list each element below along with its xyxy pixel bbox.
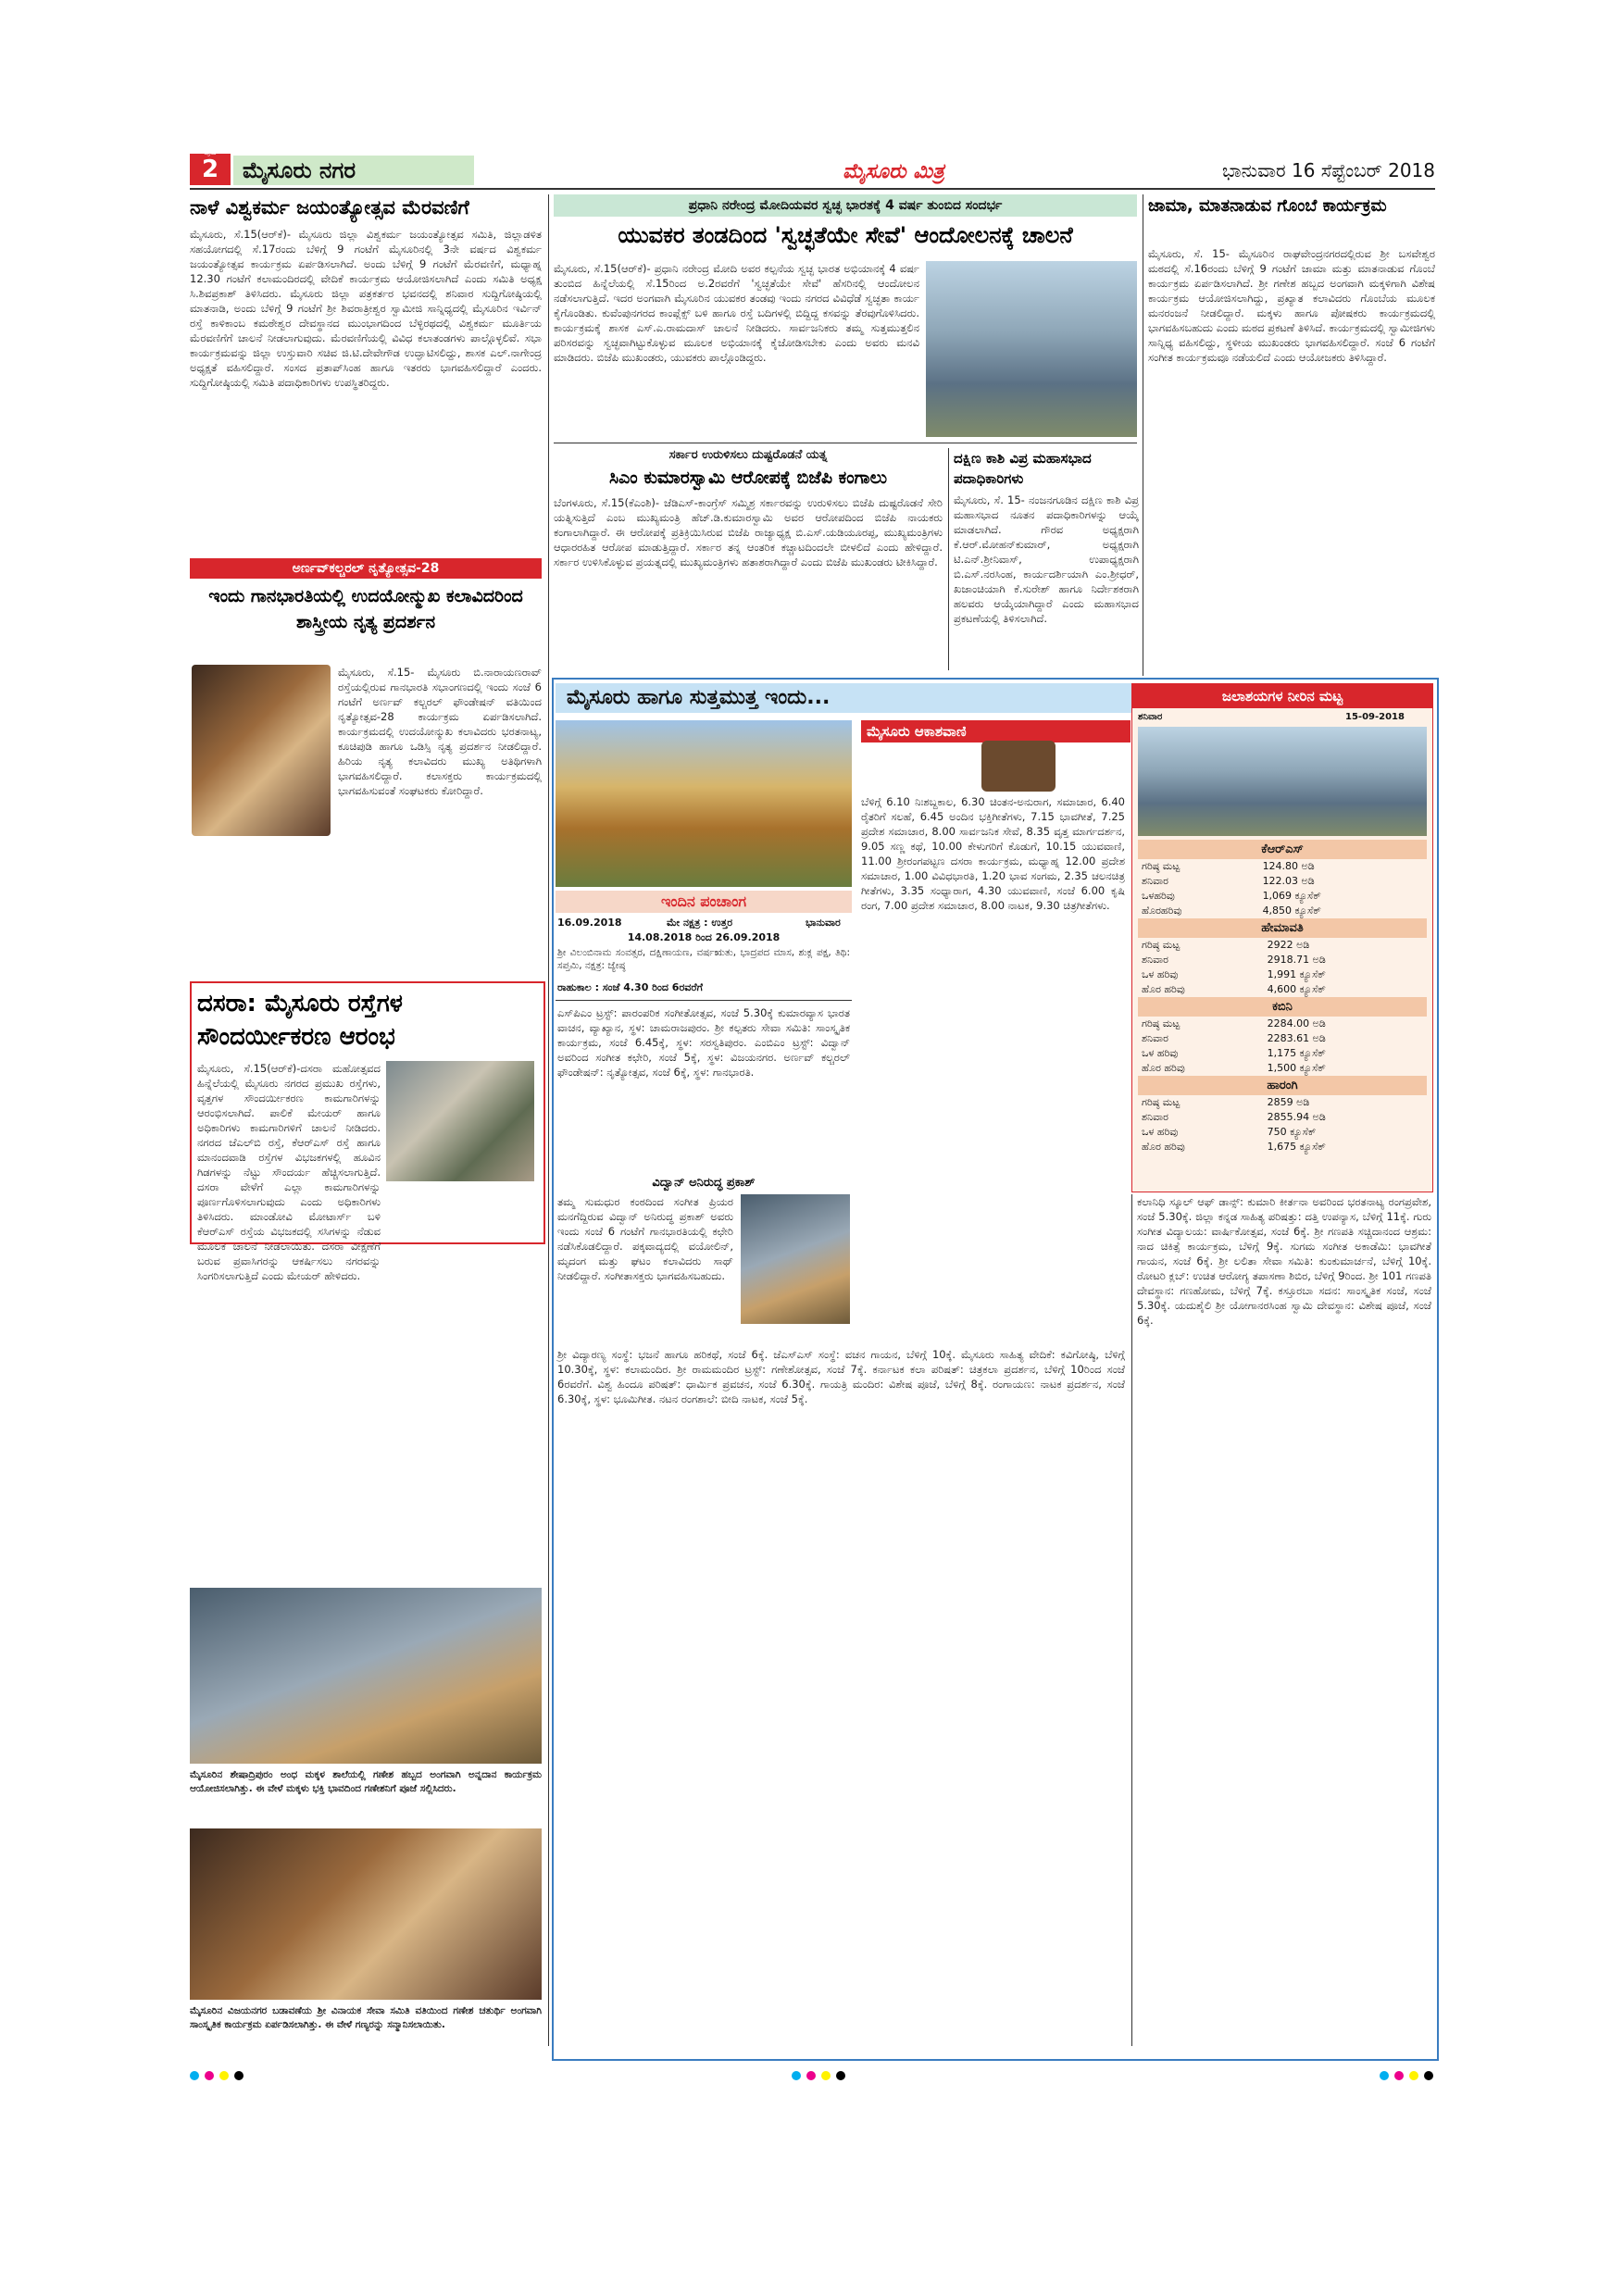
- dam-row-label: ಗರಿಷ್ಠ ಮಟ್ಟ: [1142, 860, 1181, 872]
- dam-photo: [1138, 727, 1427, 836]
- dam-row-value: 4,850 ಕ್ಯೂಸೆಕ್: [1262, 905, 1321, 917]
- bjp-headline: ಸಿಎಂ ಕುಮಾರಸ್ವಾಮಿ ಆರೋಪಕ್ಕೆ ಬಿಜೆಪಿ ಕಂಗಾಲು: [609, 468, 887, 488]
- panchanga-title: ಇಂದಿನ ಪಂಚಾಂಗ: [556, 891, 852, 913]
- cleanliness-body: ಮೈಸೂರು, ಸೆ.15(ಆರ್‌ಕೆ)- ಪ್ರಧಾನಿ ನರೇಂದ್ರ ಮೋದಿ ಅವರ ಕಲ್ಪನೆಯ ಸ್ವಚ್ಛ ಭಾರತ ಅಭಿಯಾನಕ್ಕೆ 4 ವರ್ಷ ತುಂಬಿದ ಹಿನ್ನೆಲೆಯಲ್ಲಿ ಸೆ.15ರಿಂದ ಅ.2ರವರೆಗೆ 'ಸ್ವಚ್ಛತೆಯೇ ಸೇವೆ' ಹೆಸರಿನಲ್ಲಿ ಆಂದೋಲನ ನಡೆಸಲಾಗುತ್ತಿದೆ. ಇದರ ಅಂಗವಾಗಿ ಮೈಸೂರಿನ ಯುವಕರ ತಂಡವು ಇಂದು ನಗರದ ವಿವಿಧೆಡೆ ಸ್ವಚ್ಛತಾ ಕಾರ್ಯ ಕೈಗೊಂಡಿತು. ಕುವೆಂಪುನಗರದ ಕಾಂಪ್ಲೆಕ್ಸ್ ಬಳಿ ಹಾಗೂ ರಸ್ತೆ ಬದಿಗಳಲ್ಲಿ ಬಿದ್ದಿದ್ದ ಕಸವನ್ನು ತೆರವುಗೊಳಿಸಿದರು. ಕಾರ್ಯಕ್ರಮಕ್ಕೆ ಶಾಸಕ ಎಸ್.ಎ.ರಾಮದಾಸ್ ಚಾಲನೆ ನೀಡಿದರು. ಸಾರ್ವಜನಿಕರು ತಮ್ಮ ಸುತ್ತಮುತ್ತಲಿನ ಪರಿಸರವನ್ನು ಸ್ವಚ್ಛವಾಗಿಟ್ಟುಕೊಳ್ಳುವ ಮೂಲಕ ಅಭಿಯಾನಕ್ಕೆ ಕೈಜೋಡಿಸಬೇಕು ಎಂದು ಅವರು ಮನವಿ ಮಾಡಿದರು. ಬಿಜೆಪಿ ಮುಖಂಡರು, ಯುವಕರು ಪಾಲ್ಗೊಂಡಿದ್ದರು.: [554, 262, 919, 364]
- photo-caption-2: ಮೈಸೂರಿನ ವಿಜಯನಗರ ಬಡಾವಣೆಯ ಶ್ರೀ ವಿನಾಯಕ ಸೇವಾ ಸಮಿತಿ ವತಿಯಿಂದ ಗಣೇಶ ಚತುರ್ಥಿ ಅಂಗವಾಗಿ ಸಾಂಸ್ಕೃತಿಕ ಕಾರ್ಯಕ್ರಮ ಏರ್ಪಡಿಸಲಾಗಿತ್ತು. ಈ ವೇಳೆ ಗಣ್ಯರನ್ನು ಸನ್ಮಾನಿಸಲಾಯಿತು.: [190, 2005, 542, 2030]
- dam-row-label: ಗರಿಷ್ಠ ಮಟ್ಟ: [1142, 939, 1181, 951]
- dam-harangi: [1138, 1076, 1427, 1154]
- dam-hemavathi: [1138, 918, 1427, 997]
- cleanliness-kicker: ಪ್ರಧಾನಿ ನರೇಂದ್ರ ಮೋದಿಯವರ ಸ್ವಚ್ಛ ಭಾರತಕ್ಕೆ 4 ವರ್ಷ ತುಂಬಿದ ಸಂದರ್ಭ: [554, 194, 1137, 217]
- listings-middle: ಶ್ರೀ ವಿದ್ಯಾರಣ್ಯ ಸಂಸ್ಥೆ: ಭಜನೆ ಹಾಗೂ ಹರಿಕಥೆ, ಸಂಜೆ 6ಕ್ಕೆ. ಜೆಎಸ್‌ಎಸ್ ಸಂಸ್ಥೆ: ವಚನ ಗಾಯನ, ಬೆಳಿಗ್ಗೆ 10ಕ್ಕೆ. ಮೈಸೂರು ಸಾಹಿತ್ಯ ವೇದಿಕೆ: ಕವಿಗೋಷ್ಠಿ, ಬೆಳಿಗ್ಗೆ 10.30ಕ್ಕೆ, ಸ್ಥಳ: ಕಲಾಮಂದಿರ. ಶ್ರೀ ರಾಮಮಂದಿರ ಟ್ರಸ್ಟ್: ಗಣೇಶೋತ್ಸವ, ಸಂಜೆ 7ಕ್ಕೆ. ಕರ್ನಾಟಕ ಕಲಾ ಪರಿಷತ್: ಚಿತ್ರಕಲಾ ಪ್ರದರ್ಶನ, ಬೆಳಿಗ್ಗೆ 10ರಿಂದ ಸಂಜೆ 6ರವರೆಗೆ. ವಿಶ್ವ ಹಿಂದೂ ಪರಿಷತ್: ಧಾರ್ಮಿಕ ಪ್ರವಚನ, ಸಂಜೆ 6.30ಕ್ಕೆ. ಗಾಯತ್ರಿ ಮಂದಿರ: ವಿಶೇಷ ಪೂಜೆ, ಬೆಳಿಗ್ಗೆ 8ಕ್ಕೆ. ರಂಗಾಯಣ: ನಾಟಕ ಪ್ರದರ್ಶನ, ಸಂಜೆ 6.30ಕ್ಕೆ, ಸ್ಥಳ: ಭೂಮಿಗೀತ. ನಟನ ರಂಗಶಾಲೆ: ಬೀದಿ ನಾಟಕ, ಸಂಜೆ 5ಕ್ಕೆ.: [557, 1348, 1125, 1405]
- story2-headline: ಇಂದು ಗಾನಭಾರತಿಯಲ್ಲಿ ಉದಯೋನ್ಮುಖ ಕಲಾವಿದರಿಂದ ಶಾಸ್ತ್ರೀಯ ನೃತ್ಯ ಪ್ರದರ್ಶನ: [208, 586, 523, 632]
- blind-school-photo: [190, 1588, 542, 1764]
- dam-row-value: 2855.94 ಅಡಿ: [1267, 1111, 1326, 1123]
- newspaper-logo: ಮೈಸೂರು ಮಿತ್ರ: [843, 159, 944, 183]
- dam-row-label: ಶನಿವಾರ: [1142, 1111, 1168, 1123]
- dam-row-value: 124.80 ಅಡಿ: [1262, 860, 1315, 872]
- panchanga-body: ಶ್ರೀ ವಿಲಂಬಿನಾಮ ಸಂವತ್ಸರ, ದಕ್ಷಿಣಾಯಣ, ವರ್ಷಋತು, ಭಾದ್ರಪದ ಮಾಸ, ಶುಕ್ಲ ಪಕ್ಷ, ತಿಥಿ: ಸಪ್ತಮಿ, ನಕ್ಷತ್ರ: ಜ್ಯೇಷ್ಠ: [557, 947, 850, 971]
- reservoir-box: [1131, 683, 1433, 1192]
- column-rule-1: [548, 194, 549, 2046]
- singer-photo: [741, 1194, 850, 1324]
- page-label: ಪುಟ: [204, 148, 217, 157]
- dam-row-value: 1,175 ಕ್ಯೂಸೆಕ್: [1267, 1047, 1326, 1059]
- dam-kabini: [1138, 997, 1427, 1076]
- dam-row-label: ಶನಿವಾರ: [1142, 954, 1168, 966]
- kashi-headline: ದಕ್ಷಿಣ ಕಾಶಿ ವಿಪ್ರ ಮಹಾಸಭಾದ ಪದಾಧಿಕಾರಿಗಳು: [954, 450, 1092, 487]
- dam-row-value: 1,500 ಕ್ಯೂಸೆಕ್: [1267, 1062, 1326, 1074]
- dam-row-label: ಹೊರಹರಿವು: [1142, 905, 1182, 917]
- reservoir-day: ಶನಿವಾರ: [1138, 712, 1163, 722]
- story3-headline: ದಸರಾ: ಮೈಸೂರು ರಸ್ತೆಗಳ ಸೌಂದರ್ಯೀಕರಣ ಆರಂಭ: [197, 990, 403, 1051]
- reservoir-title: ಜಲಾಶಯಗಳ ನೀರಿನ ಮಟ್ಟ: [1132, 684, 1432, 708]
- dam-row-value: 1,069 ಕ್ಯೂಸೆಕ್: [1262, 890, 1321, 902]
- dam-krs: [1138, 840, 1427, 918]
- dam-row-label: ಶನಿವಾರ: [1142, 1032, 1168, 1044]
- dam-row-label: ಹೊರ ಹರಿವು: [1142, 983, 1185, 995]
- felicitation-photo: [190, 1828, 542, 2000]
- dam-row-value: 750 ಕ್ಯೂಸೆಕ್: [1267, 1126, 1317, 1138]
- registration-marks-left: [190, 2066, 249, 2084]
- dam-row-label: ಒಳ ಹರಿವು: [1142, 1126, 1179, 1138]
- dam-row-value: 2284.00 ಅಡಿ: [1267, 1017, 1326, 1029]
- dancers-photo: [192, 665, 331, 836]
- dam-row-label: ಒಳಹರಿವು: [1142, 890, 1175, 902]
- mysore-palace-photo: [556, 720, 852, 887]
- panchanga-nakshatra: ಮೇ ನಕ್ಷತ್ರ : ಉತ್ತರ: [667, 917, 733, 929]
- dam-row-value: 1,991 ಕ್ಯೂಸೆಕ್: [1267, 968, 1326, 980]
- reservoir-date: 15-09-2018: [1345, 712, 1405, 722]
- radio-title: ಮೈಸೂರು ಆಕಾಶವಾಣಿ: [861, 720, 1131, 742]
- dam-row-label: ಶನಿವಾರ: [1142, 875, 1168, 887]
- story1-headline: ನಾಳೆ ವಿಶ್ವಕರ್ಮ ಜಯಂತ್ಯೋತ್ಸವ ಮೆರವಣಿಗೆ: [190, 196, 469, 218]
- panchanga-range: 14.08.2018 ರಿಂದ 26.09.2018: [627, 931, 781, 943]
- doll-show-headline: ಜಾಮಾ, ಮಾತನಾಡುವ ಗೊಂಬೆ ಕಾರ್ಯಕ್ರಮ: [1148, 196, 1387, 216]
- section-title: ಮೈಸೂರು ನಗರ: [233, 156, 474, 185]
- dam-name: ಕೆಆರ್‌ಎಸ್: [1138, 840, 1427, 859]
- dam-name: ಹೇಮಾವತಿ: [1138, 918, 1427, 938]
- dam-row-value: 2283.61 ಅಡಿ: [1267, 1032, 1326, 1044]
- bjp-body: ಬೆಂಗಳೂರು, ಸೆ.15(ಕೆಎಂಶಿ)- ಜೆಡಿಎಸ್-ಕಾಂಗ್ರೆಸ್ ಸಮ್ಮಿಶ್ರ ಸರ್ಕಾರವನ್ನು ಉರುಳಿಸಲು ಬಿಜೆಪಿ ದುಷ್ಟರೊಡನೆ ಸೇರಿ ಯತ್ನಿಸುತ್ತಿದೆ ಎಂಬ ಮುಖ್ಯಮಂತ್ರಿ ಹೆಚ್.ಡಿ.ಕುಮಾರಸ್ವಾಮಿ ಅವರ ಆರೋಪದಿಂದ ಬಿಜೆಪಿ ನಾಯಕರು ಕಂಗಾಲಾಗಿದ್ದಾರೆ. ಈ ಆರೋಪಕ್ಕೆ ಪ್ರತಿಕ್ರಿಯಿಸಿರುವ ಬಿಜೆಪಿ ರಾಜ್ಯಾಧ್ಯಕ್ಷ ಬಿ.ಎಸ್.ಯಡಿಯೂರಪ್ಪ, ಮುಖ್ಯಮಂತ್ರಿಗಳು ಆಧಾರರಹಿತ ಆರೋಪ ಮಾಡುತ್ತಿದ್ದಾರೆ. ಸರ್ಕಾರ ತನ್ನ ಆಂತರಿಕ ಕಚ್ಚಾಟದಿಂದಲೇ ಬೀಳಲಿದೆ ಎಂದು ಹೇಳಿದ್ದಾರೆ. ಸರ್ಕಾರ ಉಳಿಸಿಕೊಳ್ಳುವ ಪ್ರಯತ್ನದಲ್ಲಿ ಮುಖ್ಯಮಂತ್ರಿಗಳು ಹತಾಶರಾಗಿದ್ದಾರೆ ಎಂದು ಬಿಜೆಪಿ ಮುಖಂಡರು ಟೀಕಿಸಿದ್ದಾರೆ.: [554, 496, 943, 568]
- page-number: [190, 154, 231, 185]
- dam-row-label: ಒಳ ಹರಿವು: [1142, 968, 1179, 980]
- masthead-rule: [190, 188, 1435, 190]
- youth-cleaning-photo: [926, 261, 1137, 437]
- dam-row-label: ಗರಿಷ್ಠ ಮಟ್ಟ: [1142, 1017, 1181, 1029]
- rahukala: ರಾಹುಕಾಲ : ಸಂಜೆ 4.30 ರಿಂದ 6ರವರೆಗೆ: [557, 981, 703, 993]
- dam-row-label: ಗರಿಷ್ಠ ಮಟ್ಟ: [1142, 1096, 1181, 1108]
- dam-row-value: 2922 ಅಡಿ: [1267, 939, 1310, 951]
- radio-icon: [981, 741, 1056, 792]
- dam-row-value: 4,600 ಕ್ಯೂಸೆಕ್: [1267, 983, 1326, 995]
- story3-body: ಮೈಸೂರು, ಸೆ.15(ಆರ್‌ಕೆ)-ದಸರಾ ಮಹೋತ್ಸವದ ಹಿನ್ನೆಲೆಯಲ್ಲಿ ಮೈಸೂರು ನಗರದ ಪ್ರಮುಖ ರಸ್ತೆಗಳು, ವೃತ್ತಗಳ ಸೌಂದರ್ಯೀಕರಣ ಕಾಮಗಾರಿಗಳನ್ನು ಆರಂಭಿಸಲಾಗಿದೆ. ಪಾಲಿಕೆ ಮೇಯರ್ ಹಾಗೂ ಅಧಿಕಾರಿಗಳು ಕಾಮಗಾರಿಗಳಿಗೆ ಚಾಲನೆ ನೀಡಿದರು. ನಗರದ ಜೆಎಲ್‌ಬಿ ರಸ್ತೆ, ಕೆಆರ್‌ಎಸ್ ರಸ್ತೆ ಹಾಗೂ ಮಾನಂದವಾಡಿ ರಸ್ತೆಗಳ ವಿಭಜಕಗಳಲ್ಲಿ ಹೂವಿನ ಗಿಡಗಳನ್ನು ನೆಟ್ಟು ಸೌಂದರ್ಯ ಹೆಚ್ಚಿಸಲಾಗುತ್ತಿದೆ. ದಸರಾ ವೇಳೆಗೆ ಎಲ್ಲಾ ಕಾಮಗಾರಿಗಳನ್ನು ಪೂರ್ಣಗೊಳಿಸಲಾಗುವುದು ಎಂದು ಅಧಿಕಾರಿಗಳು ತಿಳಿಸಿದರು. ಮಾಂಡೋವಿ ಮೋಟಾರ್ಸ್ ಬಳಿ ಕೆಆರ್‌ಎಸ್ ರಸ್ತೆಯ ವಿಭಜಕದಲ್ಲಿ ಸಸಿಗಳನ್ನು ನೆಡುವ ಮೂಲಕ ಚಾಲನೆ ನೀಡಲಾಯಿತು. ದಸರಾ ವೀಕ್ಷಣೆಗೆ ಬರುವ ಪ್ರವಾಸಿಗರನ್ನು ಆಕರ್ಷಿಸಲು ನಗರವನ್ನು ಸಿಂಗರಿಸಲಾಗುತ್ತಿದೆ ಎಂದು ಮೇಯರ್ ಹೇಳಿದರು.: [197, 1062, 381, 1282]
- dam-row-label: ಹೊರ ಹರಿವು: [1142, 1062, 1185, 1074]
- listings-right: ಕಲಾನಿಧಿ ಸ್ಕೂಲ್ ಆಫ್ ಡಾನ್ಸ್: ಕುಮಾರಿ ಕೀರ್ತನಾ ಅವರಿಂದ ಭರತನಾಟ್ಯ ರಂಗಪ್ರವೇಶ, ಸಂಜೆ 5.30ಕ್ಕೆ. ಜಿಲ್ಲಾ ಕನ್ನಡ ಸಾಹಿತ್ಯ ಪರಿಷತ್ತು: ದತ್ತಿ ಉಪನ್ಯಾಸ, ಬೆಳಿಗ್ಗೆ 11ಕ್ಕೆ. ಗುರು ಸಂಗೀತ ವಿದ್ಯಾಲಯ: ವಾರ್ಷಿಕೋತ್ಸವ, ಸಂಜೆ 6ಕ್ಕೆ. ಶ್ರೀ ಗಣಪತಿ ಸಚ್ಚಿದಾನಂದ ಆಶ್ರಮ: ನಾದ ಚಿಕಿತ್ಸೆ ಕಾರ್ಯಕ್ರಮ, ಬೆಳಿಗ್ಗೆ 9ಕ್ಕೆ. ಸುಗಮ ಸಂಗೀತ ಅಕಾಡೆಮಿ: ಭಾವಗೀತೆ ಗಾಯನ, ಸಂಜೆ 6ಕ್ಕೆ. ಶ್ರೀ ಲಲಿತಾ ಸೇವಾ ಸಮಿತಿ: ಕುಂಕುಮಾರ್ಚನೆ, ಬೆಳಿಗ್ಗೆ 10ಕ್ಕೆ. ರೋಟರಿ ಕ್ಲಬ್: ಉಚಿತ ಆರೋಗ್ಯ ತಪಾಸಣಾ ಶಿಬಿರ, ಬೆಳಿಗ್ಗೆ 9ರಿಂದ. ಶ್ರೀ 101 ಗಣಪತಿ ದೇವಸ್ಥಾನ: ಗಣಹೋಮ, ಬೆಳಿಗ್ಗೆ 7ಕ್ಕೆ. ಕಸ್ತೂರಬಾ ಸದನ: ಸಾಂಸ್ಕೃತಿಕ ಸಂಜೆ, ಸಂಜೆ 5.30ಕ್ಕೆ. ಯದುಶೈಲಿ ಶ್ರೀ ಯೋಗಾನರಸಿಂಹ ಸ್ವಾಮಿ ದೇವಸ್ಥಾನ: ವಿಶೇಷ ಪೂಜೆ, ಸಂಜೆ 6ಕ್ಕೆ.: [1137, 1195, 1431, 1327]
- story1-body: ಮೈಸೂರು, ಸೆ.15(ಆರ್‌ಕೆ)- ಮೈಸೂರು ಜಿಲ್ಲಾ ವಿಶ್ವಕರ್ಮ ಜಯಂತ್ಯೋತ್ಸವ ಸಮಿತಿ, ಜಿಲ್ಲಾಡಳಿತ ಸಹಯೋಗದಲ್ಲಿ ಸೆ.17ರಂದು ಬೆಳಿಗ್ಗೆ 9 ಗಂಟೆಗೆ ಮೈಸೂರಿನಲ್ಲಿ 3ನೇ ವರ್ಷದ ವಿಶ್ವಕರ್ಮ ಜಯಂತ್ಯೋತ್ಸವ ಕಾರ್ಯಕ್ರಮ ಏರ್ಪಡಿಸಲಾಗಿದೆ. ಅಂದು ಬೆಳಿಗ್ಗೆ 9 ಗಂಟೆಗೆ ಮೆರವಣಿಗೆ, ಮಧ್ಯಾಹ್ನ 12.30 ಗಂಟೆಗೆ ಕಲಾಮಂದಿರದಲ್ಲಿ ವೇದಿಕೆ ಕಾರ್ಯಕ್ರಮ ಆಯೋಜಿಸಲಾಗಿದೆ ಎಂದು ಸಮಿತಿ ಅಧ್ಯಕ್ಷ ಸಿ.ಶಿವಪ್ರಕಾಶ್ ತಿಳಿಸಿದರು. ಮೈಸೂರು ಜಿಲ್ಲಾ ಪತ್ರಕರ್ತರ ಭವನದಲ್ಲಿ ಶನಿವಾರ ಸುದ್ದಿಗೋಷ್ಠಿಯಲ್ಲಿ ಮಾತನಾಡಿ, ಅಂದು ಬೆಳಿಗ್ಗೆ 9 ಗಂಟೆಗೆ ಶ್ರೀ ಶಿವರಾತ್ರೀಶ್ವರ ಸ್ವಾಮೀಜಿ ಸಾನ್ನಿಧ್ಯದಲ್ಲಿ ಮೈಸೂರಿನ ಇರ್ವಿನ್ ರಸ್ತೆ ಕಾಳಿಕಾಂಬ ಕಮಠೇಶ್ವರ ದೇವಸ್ಥಾನದ ಮುಂಭಾಗದಿಂದ ಬೆಳ್ಳಿರಥದಲ್ಲಿ ವಿಶ್ವಕರ್ಮ ಮೂರ್ತಿಯ ಮೆರವಣಿಗೆಗೆ ಚಾಲನೆ ನೀಡಲಾಗುವುದು. ಮೆರವಣಿಗೆಯಲ್ಲಿ ವಿವಿಧ ಕಲಾತಂಡಗಳು ಪಾಲ್ಗೊಳ್ಳಲಿವೆ. ಸಭಾ ಕಾರ್ಯಕ್ರಮವನ್ನು ಜಿಲ್ಲಾ ಉಸ್ತುವಾರಿ ಸಚಿವ ಜಿ.ಟಿ.ದೇವೇಗೌಡ ಉದ್ಘಾಟಿಸಲಿದ್ದು, ಶಾಸಕ ಎಲ್.ನಾಗೇಂದ್ರ ಅಧ್ಯಕ್ಷತೆ ವಹಿಸಲಿದ್ದಾರೆ. ಸಂಸದ ಪ್ರತಾಪ್‌ಸಿಂಹ ಹಾಗೂ ಇತರರು ಭಾಗವಹಿಸಲಿದ್ದಾರೆ ಎಂದರು. ಸುದ್ದಿಗೋಷ್ಠಿಯಲ್ಲಿ ಸಮಿತಿ ಪದಾಧಿಕಾರಿಗಳು ಉಪಸ್ಥಿತರಿದ್ದರು.: [190, 228, 542, 389]
- dam-row-label: ಒಳ ಹರಿವು: [1142, 1047, 1179, 1059]
- planting-photo: [386, 1061, 534, 1181]
- singer-title: ವಿದ್ವಾನ್ ಅನಿರುದ್ಧ ಪ್ರಕಾಶ್: [652, 1176, 756, 1190]
- bjp-kicker: ಸರ್ಕಾರ ಉರುಳಿಸಲು ದುಷ್ಟರೊಡನೆ ಯತ್ನ: [668, 448, 828, 462]
- panchanga-day: ಭಾನುವಾರ: [806, 917, 841, 929]
- radio-body: ಬೆಳಿಗ್ಗೆ 6.10 ನಿಃಶಬ್ದಕಾಲ, 6.30 ಚಿಂತನ-ಅನುರಾಗ, ಸಮಾಚಾರ, 6.40 ರೈತರಿಗೆ ಸಲಹೆ, 6.45 ಅಂದಿನ ಭಕ್ತಿಗೀತೆಗಳು, 7.15 ಭಾವಗೀತೆ, 7.25 ಪ್ರದೇಶ ಸಮಾಚಾರ, 8.00 ಸಾರ್ವಜನಿಕ ಸೇವೆ, 8.35 ವೃತ್ತ ಮಾರ್ಗದರ್ಶನ, 9.05 ಸಣ್ಣ ಕಥೆ, 10.00 ಕೇಳುಗರಿಗೆ ಕೊಡುಗೆ, 10.15 ಯುವವಾಣಿ, 11.00 ಶ್ರೀರಂಗಪಟ್ಟಣ ದಸರಾ ಕಾರ್ಯಕ್ರಮ, ಮಧ್ಯಾಹ್ನ 12.00 ಪ್ರದೇಶ ಸಮಾಚಾರ, 1.00 ವಿವಿಧಭಾರತಿ, 1.20 ಭಾವ ಸಂಗಮ, 2.35 ಚಲನಚಿತ್ರ ಗೀತೆಗಳು, 3.35 ಸಂಧ್ಯಾರಾಗ, 4.30 ಯುವವಾಣಿ, ಸಂಜೆ 6.00 ಕೃಷಿ ರಂಗ, 7.00 ಪ್ರದೇಶ ಸಮಾಚಾರ, 8.00 ನಾಟಕ, 9.30 ಚಿತ್ರಗೀತೆಗಳು.: [861, 795, 1125, 912]
- dam-name: ಕಬಿನಿ: [1138, 997, 1427, 1017]
- registration-marks-right: [1380, 2066, 1439, 2084]
- panchanga-date: 16.09.2018: [557, 917, 622, 929]
- today-banner: ಮೈಸೂರು ಹಾಗೂ ಸುತ್ತಮುತ್ತ ಇಂದು...: [556, 683, 1136, 713]
- doll-show-body: ಮೈಸೂರು, ಸೆ. 15- ಮೈಸೂರಿನ ರಾಘವೇಂದ್ರನಗರದಲ್ಲಿರುವ ಶ್ರೀ ಬಸವೇಶ್ವರ ಮಠದಲ್ಲಿ ಸೆ.16ರಂದು ಬೆಳಿಗ್ಗೆ 9 ಗಂಟೆಗೆ ಜಾಮಾ ಮತ್ತು ಮಾತನಾಡುವ ಗೊಂಬೆ ಕಾರ್ಯಕ್ರಮ ಏರ್ಪಡಿಸಲಾಗಿದೆ. ಶ್ರೀ ಗಣೇಶ ಹಬ್ಬದ ಅಂಗವಾಗಿ ಮಕ್ಕಳಿಗಾಗಿ ವಿಶೇಷ ಕಾರ್ಯಕ್ರಮ ಆಯೋಜಿಸಲಾಗಿದ್ದು, ಪ್ರಖ್ಯಾತ ಕಲಾವಿದರು ಗೊಂಬೆಯ ಮೂಲಕ ಮನರಂಜನೆ ನೀಡಲಿದ್ದಾರೆ. ಮಕ್ಕಳು ಹಾಗೂ ಪೋಷಕರು ಕಾರ್ಯಕ್ರಮದಲ್ಲಿ ಭಾಗವಹಿಸಬಹುದು ಎಂದು ಮಠದ ಪ್ರಕಟಣೆ ತಿಳಿಸಿದೆ. ಕಾರ್ಯಕ್ರಮದಲ್ಲಿ ಸ್ವಾಮೀಜಿಗಳು ಸಾನ್ನಿಧ್ಯ ವಹಿಸಲಿದ್ದು, ಸ್ಥಳೀಯ ಮುಖಂಡರು ಭಾಗವಹಿಸಲಿದ್ದಾರೆ. ಸಂಜೆ 6 ಗಂಟೆಗೆ ಸಂಗೀತ ಕಾರ್ಯಕ್ರಮವೂ ನಡೆಯಲಿದೆ ಎಂದು ಆಯೋಜಕರು ತಿಳಿಸಿದ್ದಾರೆ.: [1148, 247, 1435, 364]
- registration-marks-center: [792, 2066, 851, 2084]
- dasara-story-box: [190, 981, 545, 1282]
- dam-row-value: 2859 ಅಡಿ: [1267, 1096, 1310, 1108]
- kashi-body: ಮೈಸೂರು, ಸೆ. 15- ನಂಜನಗೂಡಿನ ದಕ್ಷಿಣ ಕಾಶಿ ವಿಪ್ರ ಮಹಾಸಭಾದ ನೂತನ ಪದಾಧಿಕಾರಿಗಳನ್ನು ಆಯ್ಕೆ ಮಾಡಲಾಗಿದೆ. ಗೌರವ ಅಧ್ಯಕ್ಷರಾಗಿ ಕೆ.ಆರ್.ಮೋಹನ್‌ಕುಮಾರ್, ಅಧ್ಯಕ್ಷರಾಗಿ ಟಿ.ಎನ್.ಶ್ರೀನಿವಾಸ್, ಉಪಾಧ್ಯಕ್ಷರಾಗಿ ಬಿ.ಎಸ್.ನರಸಿಂಹ, ಕಾರ್ಯದರ್ಶಿಯಾಗಿ ಎಂ.ಶ್ರೀಧರ್, ಖಜಾಂಚಿಯಾಗಿ ಕೆ.ಸುರೇಶ್ ಹಾಗೂ ನಿರ್ದೇಶಕರಾಗಿ ಹಲವರು ಆಯ್ಕೆಯಾಗಿದ್ದಾರೆ ಎಂದು ಮಹಾಸಭಾದ ಪ್ರಕಟಣೆಯಲ್ಲಿ ತಿಳಿಸಲಾಗಿದೆ.: [954, 493, 1139, 625]
- singer-body: ತಮ್ಮ ಸುಮಧುರ ಕಂಠದಿಂದ ಸಂಗೀತ ಪ್ರಿಯರ ಮನಗೆದ್ದಿರುವ ವಿದ್ವಾನ್ ಅನಿರುದ್ಧ ಪ್ರಕಾಶ್ ಅವರು ಇಂದು ಸಂಜೆ 6 ಗಂಟೆಗೆ ಗಾನಭಾರತಿಯಲ್ಲಿ ಕಛೇರಿ ನಡೆಸಿಕೊಡಲಿದ್ದಾರೆ. ಪಕ್ಕವಾದ್ಯದಲ್ಲಿ ವಯೋಲಿನ್, ಮೃದಂಗ ಮತ್ತು ಘಟಂ ಕಲಾವಿದರು ಸಾಥ್ ನೀಡಲಿದ್ದಾರೆ. ಸಂಗೀತಾಸಕ್ತರು ಭಾಗವಹಿಸಬಹುದು.: [557, 1195, 733, 1282]
- events-body: ಎಸ್‌ಪಿಎಂ ಟ್ರಸ್ಟ್: ಪಾರಂಪರಿಕ ಸಂಗೀತೋತ್ಸವ, ಸಂಜೆ 5.30ಕ್ಕೆ ಕುಮಾರವ್ಯಾಸ ಭಾರತ ವಾಚನ, ವ್ಯಾಖ್ಯಾನ, ಸ್ಥಳ: ಚಾಮರಾಜಪುರಂ. ಶ್ರೀ ಕಲ್ಪತರು ಸೇವಾ ಸಮಿತಿ: ಸಾಂಸ್ಕೃತಿಕ ಕಾರ್ಯಕ್ರಮ, ಸಂಜೆ 6.45ಕ್ಕೆ, ಸ್ಥಳ: ಸರಸ್ವತಿಪುರಂ. ಎಂಬಿಎಂ ಟ್ರಸ್ಟ್: ವಿದ್ವಾನ್ ಅವರಿಂದ ಸಂಗೀತ ಕಛೇರಿ, ಸಂಜೆ 5ಕ್ಕೆ, ಸ್ಥಳ: ವಿಜಯನಗರ. ಅರ್ಣವ್ ಕಲ್ಚರಲ್ ಫೌಂಡೇಷನ್: ನೃತ್ಯೋತ್ಸವ, ಸಂಜೆ 6ಕ್ಕೆ, ಸ್ಥಳ: ಗಾನಭಾರತಿ.: [557, 1006, 850, 1079]
- photo-caption-1: ಮೈಸೂರಿನ ಶೇಷಾದ್ರಿಪುರಂ ಅಂಧ ಮಕ್ಕಳ ಶಾಲೆಯಲ್ಲಿ ಗಣೇಶ ಹಬ್ಬದ ಅಂಗವಾಗಿ ಅನ್ನದಾನ ಕಾರ್ಯಕ್ರಮ ಆಯೋಜಿಸಲಾಗಿತ್ತು. ಈ ವೇಳೆ ಮಕ್ಕಳು ಭಕ್ತಿ ಭಾವದಿಂದ ಗಣೇಶನಿಗೆ ಪೂಜೆ ಸಲ್ಲಿಸಿದರು.: [190, 1769, 542, 1794]
- cleanliness-headline: ಯುವಕರ ತಂಡದಿಂದ 'ಸ್ವಚ್ಛತೆಯೇ ಸೇವೆ' ಆಂದೋಲನಕ್ಕೆ ಚಾಲನೆ: [618, 222, 1073, 248]
- dam-row-value: 2918.71 ಅಡಿ: [1267, 954, 1326, 966]
- story2-body-side: ಮೈಸೂರು, ಸೆ.15- ಮೈಸೂರು ಬಿ.ನಾರಾಯಣರಾವ್ ರಸ್ತೆಯಲ್ಲಿರುವ ಗಾನಭಾರತಿ ಸಭಾಂಗಣದಲ್ಲಿ ಇಂದು ಸಂಜೆ 6 ಗಂಟೆಗೆ ಅರ್ಣವ್ ಕಲ್ಚರಲ್ ಫೌಂಡೇಷನ್ ವತಿಯಿಂದ ನೃತ್ಯೋತ್ಸವ-28 ಕಾರ್ಯಕ್ರಮ ಏರ್ಪಡಿಸಲಾಗಿದೆ. ಕಾರ್ಯಕ್ರಮದಲ್ಲಿ ಉದಯೋನ್ಮುಖ ಕಲಾವಿದರು ಭರತನಾಟ್ಯ, ಕೂಚಿಪುಡಿ ಹಾಗೂ ಒಡಿಸ್ಸಿ ನೃತ್ಯ ಪ್ರದರ್ಶನ ನೀಡಲಿದ್ದಾರೆ. ಹಿರಿಯ ನೃತ್ಯ ಕಲಾವಿದರು ಮುಖ್ಯ ಅತಿಥಿಗಳಾಗಿ ಭಾಗವಹಿಸಲಿದ್ದಾರೆ. ಕಲಾಸಕ್ತರು ಕಾರ್ಯಕ್ರಮದಲ್ಲಿ ಭಾಗವಹಿಸುವಂತೆ ಸಂಘಟಕರು ಕೋರಿದ್ದಾರೆ.: [338, 666, 542, 797]
- page-number-value: 2: [201, 156, 219, 183]
- column-rule-kashi: [948, 448, 949, 670]
- reservoir-table: [1138, 840, 1427, 1154]
- rule-events: [556, 1000, 852, 1001]
- dance-festival-strip: ಅರ್ಣವ್‌ಕಲ್ಚರಲ್ ನೃತ್ಯೋತ್ಸವ-28: [190, 558, 542, 579]
- issue-date: ಭಾನುವಾರ 16 ಸೆಪ್ಟೆಂಬರ್ 2018: [1221, 159, 1435, 181]
- column-rule-listings: [1131, 1194, 1132, 2046]
- dam-row-value: 1,675 ಕ್ಯೂಸೆಕ್: [1267, 1141, 1326, 1153]
- dam-name: ಹಾರಂಗಿ: [1138, 1076, 1427, 1095]
- dam-row-value: 122.03 ಅಡಿ: [1262, 875, 1315, 887]
- dam-row-label: ಹೊರ ಹರಿವು: [1142, 1141, 1185, 1153]
